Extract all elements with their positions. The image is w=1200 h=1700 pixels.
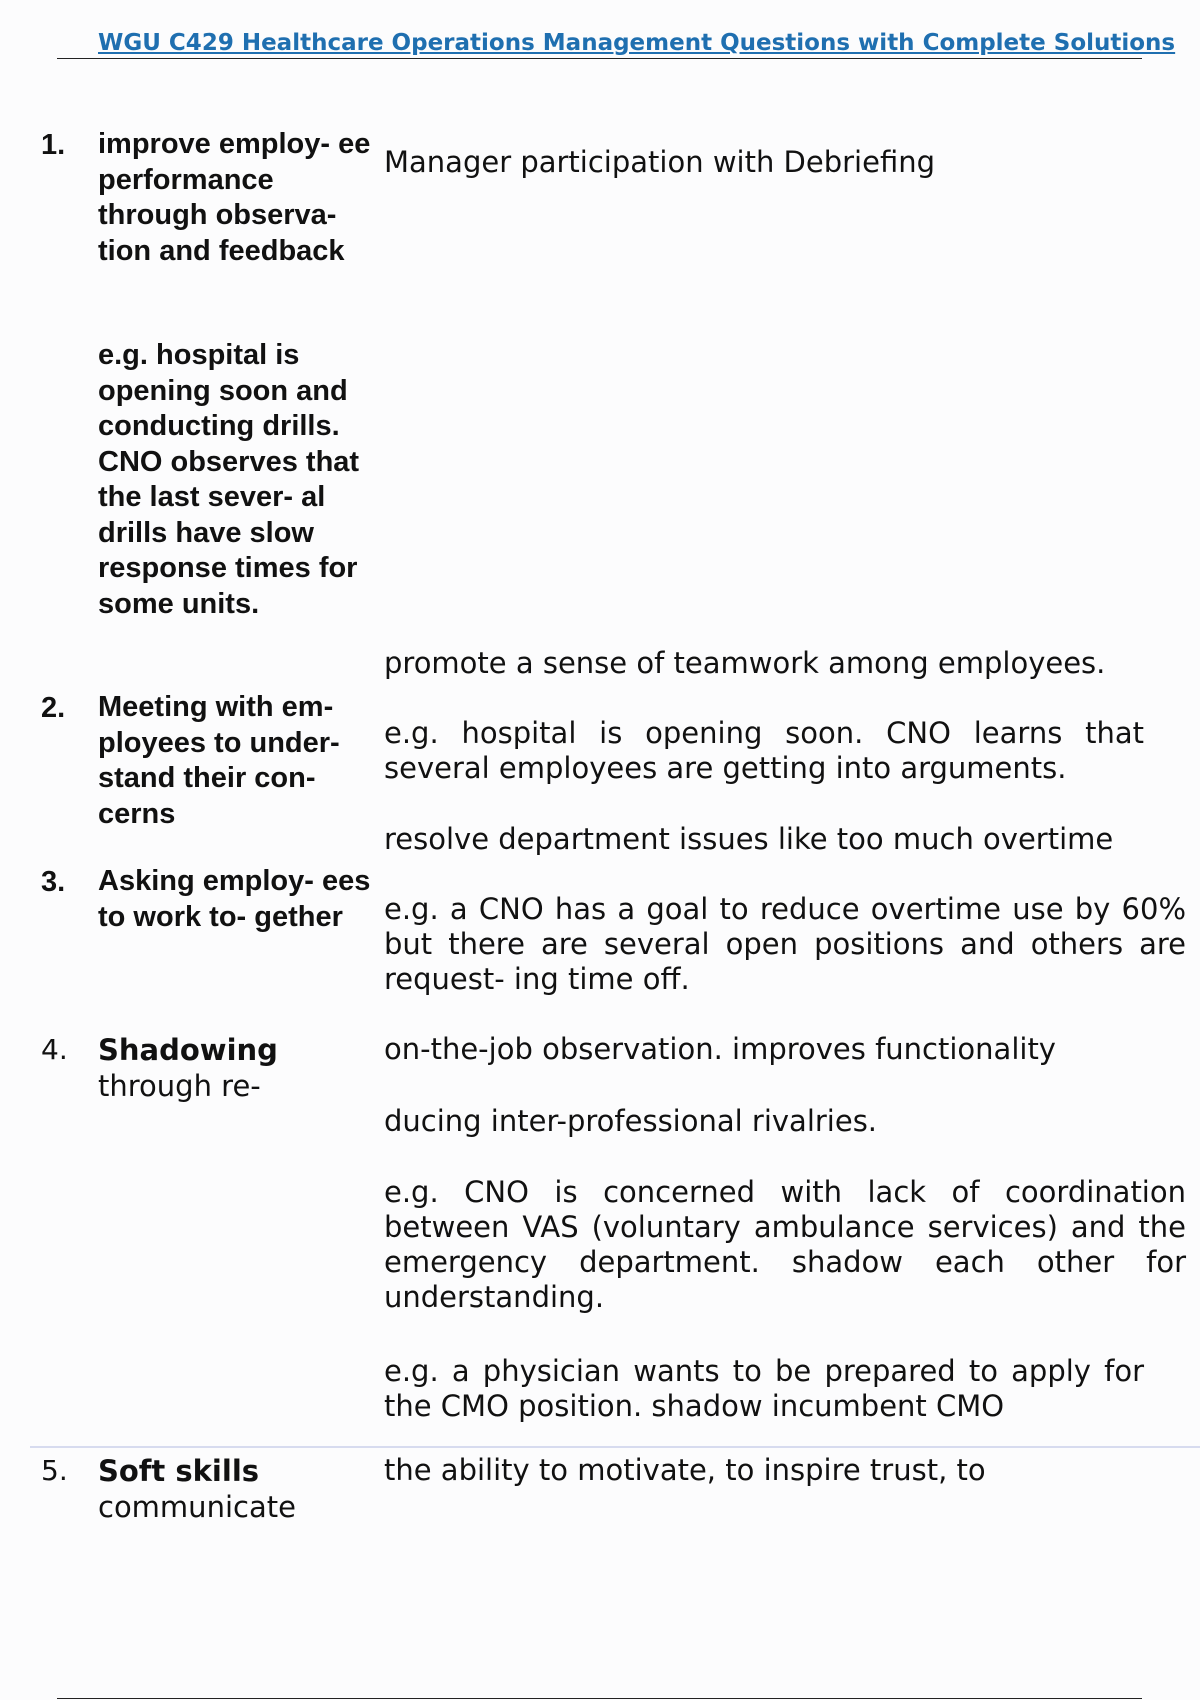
definition-3-example: e.g. a CNO has a goal to reduce overtime use by 60% but there are several open positions and others are request- ing time off. [384,892,1186,996]
definition-2-example: e.g. hospital is opening soon. CNO learns that several employees are getting into arguments. [384,716,1144,785]
footer-rule [57,1698,1142,1699]
item-5-term-rest: communicate [98,1490,296,1524]
definition-1: Manager participation with Debriefing [384,145,936,179]
definition-5: the ability to motivate, to inspire trust, to [384,1453,986,1487]
item-5-term-bold: Soft skills [98,1454,260,1488]
definition-3: resolve department issues like too much overtime [384,822,1114,856]
document-title: WGU C429 Healthcare Operations Management Questions with Complete Solutions [98,30,1176,56]
item-3-number: 3. [41,866,66,898]
item-3-term: Asking employ- ees to work to- gether [98,865,371,933]
item-4-number: 4. [41,1033,68,1066]
definition-4-example-2: e.g. a physician wants to be prepared to apply for the CMO position. shadow incumbent CMO [384,1354,1144,1423]
definition-4-continued: ducing inter-professional rivalries. [384,1104,878,1138]
item-1-term: improve employ- ee performance through observa- tion and feedback [98,128,371,267]
definition-4-example-1: e.g. CNO is concerned with lack of coordination between VAS (voluntary ambulance services) and the emergency department. shadow each other for understanding. [384,1175,1186,1314]
item-5-number: 5. [41,1454,68,1487]
item-1-example: e.g. hospital is opening soon and conducting drills. CNO observes that the last sever- al drills have slow response times for some units. [98,339,360,620]
item-5-term [98,1453,388,1525]
item-4-term-bold: Shadowing [98,1033,278,1067]
row-separator [30,1446,1200,1448]
item-2-number: 2. [41,692,66,724]
definition-2: promote a sense of teamwork among employees. [384,646,1106,680]
item-1-number: 1. [41,129,66,161]
item-2-term: Meeting with em- ployees to under- stand their con- cerns [98,691,340,830]
header-rule [57,58,1142,59]
definition-4: on-the-job observation. improves functionality [384,1032,1056,1066]
item-4-term-rest: through re- [98,1069,261,1103]
item-4-term [98,1032,388,1104]
